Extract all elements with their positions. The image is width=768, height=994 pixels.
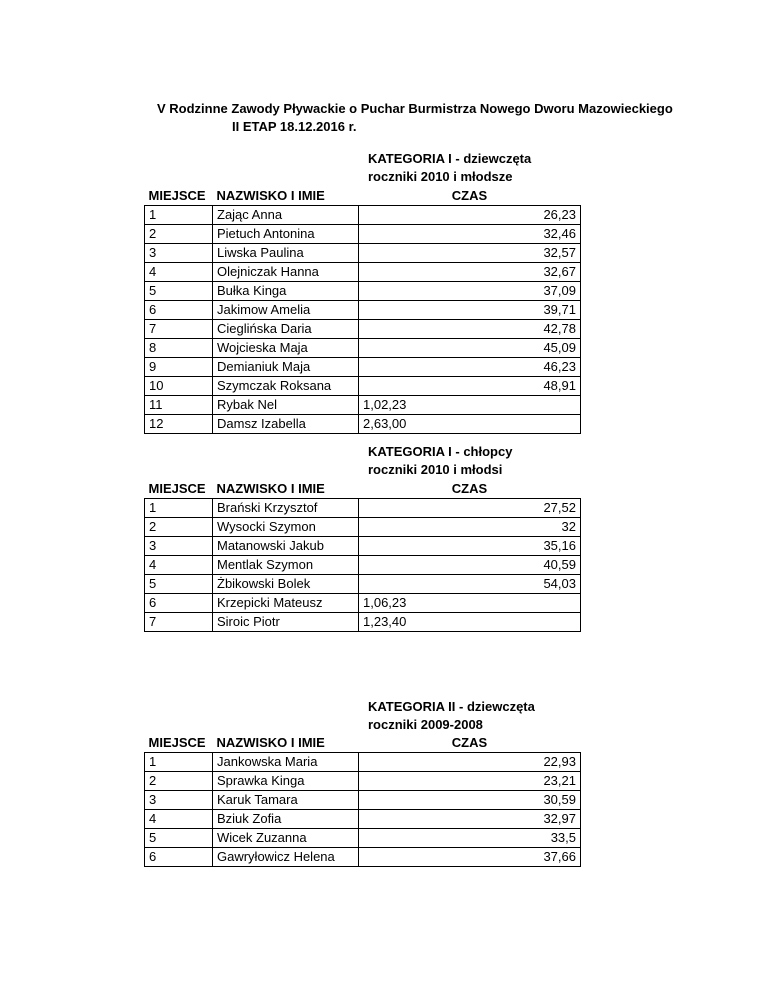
table-row xyxy=(145,206,581,225)
place-cell: 6 xyxy=(145,848,213,867)
place-cell: 1 xyxy=(145,206,213,225)
name-cell: Wicek Zuzanna xyxy=(213,829,359,848)
time-cell: 54,03 xyxy=(359,575,581,594)
name-cell: Mentlak Szymon xyxy=(213,556,359,575)
name-cell: Demianiuk Maja xyxy=(213,358,359,377)
place-cell: 4 xyxy=(145,263,213,282)
header-time: CZAS xyxy=(451,735,488,750)
time-cell: 1,02,23 xyxy=(359,396,581,415)
place-cell: 9 xyxy=(145,358,213,377)
time-cell: 48,91 xyxy=(359,377,581,396)
time-cell: 32,46 xyxy=(359,225,581,244)
time-cell: 35,16 xyxy=(359,537,581,556)
table-row xyxy=(145,358,581,377)
place-cell: 2 xyxy=(145,772,213,791)
place-cell: 7 xyxy=(145,613,213,632)
table-row xyxy=(145,791,581,810)
table-row xyxy=(145,499,581,518)
time-cell: 32,57 xyxy=(359,244,581,263)
place-cell: 5 xyxy=(145,282,213,301)
name-cell: Rybak Nel xyxy=(213,396,359,415)
header-name: NAZWISKO I IMIE xyxy=(216,481,325,496)
table-row xyxy=(145,594,581,613)
table-row xyxy=(145,320,581,339)
table-row xyxy=(145,263,581,282)
header-time: CZAS xyxy=(451,481,488,496)
place-cell: 3 xyxy=(145,244,213,263)
table-row xyxy=(145,339,581,358)
place-cell: 1 xyxy=(145,753,213,772)
category-heading: KATEGORIA I - dziewczęta xyxy=(368,151,532,166)
table-row xyxy=(145,225,581,244)
name-cell: Jakimow Amelia xyxy=(213,301,359,320)
table-row xyxy=(145,301,581,320)
place-cell: 5 xyxy=(145,575,213,594)
name-cell: Karuk Tamara xyxy=(213,791,359,810)
place-cell: 2 xyxy=(145,225,213,244)
place-cell: 3 xyxy=(145,791,213,810)
name-cell: Olejniczak Hanna xyxy=(213,263,359,282)
place-cell: 4 xyxy=(145,556,213,575)
header-time: CZAS xyxy=(451,188,488,203)
results-table xyxy=(144,480,581,632)
time-cell: 45,09 xyxy=(359,339,581,358)
time-cell: 46,23 xyxy=(359,358,581,377)
name-cell: Pietuch Antonina xyxy=(213,225,359,244)
place-cell: 1 xyxy=(145,499,213,518)
name-cell: Zając Anna xyxy=(213,206,359,225)
time-cell: 32,67 xyxy=(359,263,581,282)
table-row xyxy=(145,613,581,632)
time-cell: 27,52 xyxy=(359,499,581,518)
document-title: V Rodzinne Zawody Pływackie o Puchar Burmistrza Nowego Dworu Mazowieckiego xyxy=(157,101,673,116)
table-row xyxy=(145,772,581,791)
place-cell: 12 xyxy=(145,415,213,434)
time-cell: 30,59 xyxy=(359,791,581,810)
place-cell: 6 xyxy=(145,301,213,320)
name-cell: Liwska Paulina xyxy=(213,244,359,263)
name-cell: Cieglińska Daria xyxy=(213,320,359,339)
table-row xyxy=(145,377,581,396)
name-cell: Brański Krzysztof xyxy=(213,499,359,518)
time-cell: 32,97 xyxy=(359,810,581,829)
category-years: roczniki 2010 i młodsi xyxy=(368,462,503,477)
time-cell: 23,21 xyxy=(359,772,581,791)
place-cell: 10 xyxy=(145,377,213,396)
time-cell: 33,5 xyxy=(359,829,581,848)
header-place: MIEJSCE xyxy=(148,481,206,496)
category-heading: KATEGORIA II - dziewczęta xyxy=(368,699,535,714)
results-table xyxy=(144,187,581,434)
name-cell: Matanowski Jakub xyxy=(213,537,359,556)
name-cell: Damsz Izabella xyxy=(213,415,359,434)
name-cell: Jankowska Maria xyxy=(213,753,359,772)
name-cell: Bułka Kinga xyxy=(213,282,359,301)
name-cell: Siroic Piotr xyxy=(213,613,359,632)
name-cell: Bziuk Zofia xyxy=(213,810,359,829)
table-row xyxy=(145,282,581,301)
document-subtitle: II ETAP 18.12.2016 r. xyxy=(232,119,357,134)
name-cell: Sprawka Kinga xyxy=(213,772,359,791)
place-cell: 2 xyxy=(145,518,213,537)
name-cell: Szymczak Roksana xyxy=(213,377,359,396)
time-cell: 1,23,40 xyxy=(359,613,581,632)
name-cell: Żbikowski Bolek xyxy=(213,575,359,594)
place-cell: 7 xyxy=(145,320,213,339)
header-place: MIEJSCE xyxy=(148,188,206,203)
table-row xyxy=(145,518,581,537)
place-cell: 11 xyxy=(145,396,213,415)
table-row xyxy=(145,810,581,829)
time-cell: 26,23 xyxy=(359,206,581,225)
results-table xyxy=(144,734,581,867)
time-cell: 32 xyxy=(359,518,581,537)
category-years: roczniki 2009-2008 xyxy=(368,717,483,732)
name-cell: Wojcieska Maja xyxy=(213,339,359,358)
time-cell: 22,93 xyxy=(359,753,581,772)
table-row xyxy=(145,829,581,848)
place-cell: 6 xyxy=(145,594,213,613)
table-row xyxy=(145,575,581,594)
time-cell: 42,78 xyxy=(359,320,581,339)
header-place: MIEJSCE xyxy=(148,735,206,750)
header-name: NAZWISKO I IMIE xyxy=(216,735,325,750)
time-cell: 37,66 xyxy=(359,848,581,867)
time-cell: 1,06,23 xyxy=(359,594,581,613)
table-row xyxy=(145,848,581,867)
category-years: roczniki 2010 i młodsze xyxy=(368,169,513,184)
category-heading: KATEGORIA I - chłopcy xyxy=(368,444,513,459)
place-cell: 5 xyxy=(145,829,213,848)
time-cell: 40,59 xyxy=(359,556,581,575)
time-cell: 2,63,00 xyxy=(359,415,581,434)
table-row xyxy=(145,396,581,415)
table-row xyxy=(145,537,581,556)
place-cell: 3 xyxy=(145,537,213,556)
place-cell: 4 xyxy=(145,810,213,829)
place-cell: 8 xyxy=(145,339,213,358)
table-row xyxy=(145,753,581,772)
name-cell: Wysocki Szymon xyxy=(213,518,359,537)
name-cell: Gawryłowicz Helena xyxy=(213,848,359,867)
header-name: NAZWISKO I IMIE xyxy=(216,188,325,203)
name-cell: Krzepicki Mateusz xyxy=(213,594,359,613)
table-row xyxy=(145,415,581,434)
table-row xyxy=(145,244,581,263)
time-cell: 37,09 xyxy=(359,282,581,301)
table-row xyxy=(145,556,581,575)
time-cell: 39,71 xyxy=(359,301,581,320)
